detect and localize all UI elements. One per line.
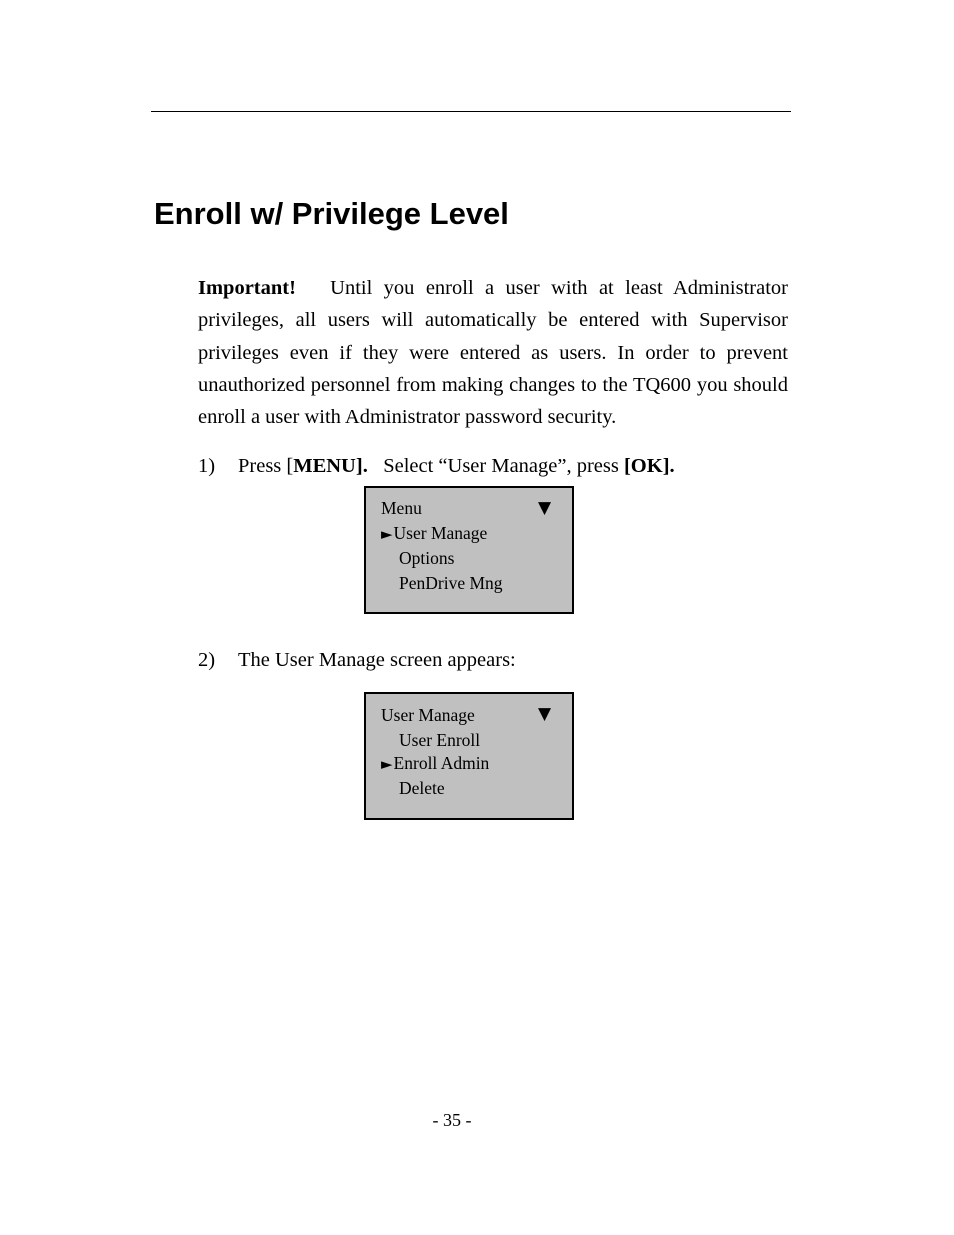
lcd-header: User Manage bbox=[381, 705, 475, 725]
page-title: Enroll w/ Privilege Level bbox=[154, 196, 509, 231]
lcd-item-selected bbox=[381, 521, 487, 546]
lcd-screen-user-manage bbox=[364, 692, 574, 820]
lcd-item-pendrive-mng: PenDrive Mng bbox=[399, 573, 503, 593]
lcd-header: Menu bbox=[381, 498, 422, 518]
important-label: Important! bbox=[198, 277, 296, 299]
lcd-item-delete: Delete bbox=[399, 778, 445, 798]
page-number: - 35 - bbox=[432, 1110, 472, 1130]
step-2 bbox=[198, 646, 516, 674]
lcd-item-selected bbox=[381, 751, 489, 776]
ok-key-label: [OK]. bbox=[623, 455, 675, 477]
step-1-number: 1) bbox=[198, 455, 216, 477]
important-paragraph bbox=[198, 272, 788, 433]
lcd-item-user-manage: User Manage bbox=[393, 523, 488, 543]
lcd-item-options: Options bbox=[399, 548, 455, 568]
triangle-down-icon: ▼ bbox=[538, 704, 552, 724]
important-text: Until you enroll a user with at least Administrator privileges, all users will automatically be entered with Supervisor privileges even if they were entered as users. In order to prevent unauthorized personnel from making changes to the TQ600 you should enroll a user with Administrator password security. bbox=[198, 277, 788, 429]
lcd-screen-menu bbox=[364, 486, 574, 614]
step-2-number: 2) bbox=[198, 649, 216, 671]
lcd-item-enroll-admin: Enroll Admin bbox=[393, 753, 490, 773]
header-rule bbox=[151, 111, 791, 112]
menu-key-label: MENU]. bbox=[293, 455, 368, 477]
step-2-text: The User Manage screen appears: bbox=[238, 649, 516, 671]
step-1-text-pre: Press [ bbox=[238, 455, 294, 477]
step-1-text-mid: Select “User Manage”, press bbox=[367, 455, 624, 477]
lcd-item-user-enroll: User Enroll bbox=[399, 730, 481, 750]
triangle-right-icon: ► bbox=[381, 525, 393, 543]
step-1 bbox=[198, 452, 675, 480]
triangle-down-icon: ▼ bbox=[538, 498, 552, 518]
triangle-right-icon: ► bbox=[381, 755, 393, 773]
